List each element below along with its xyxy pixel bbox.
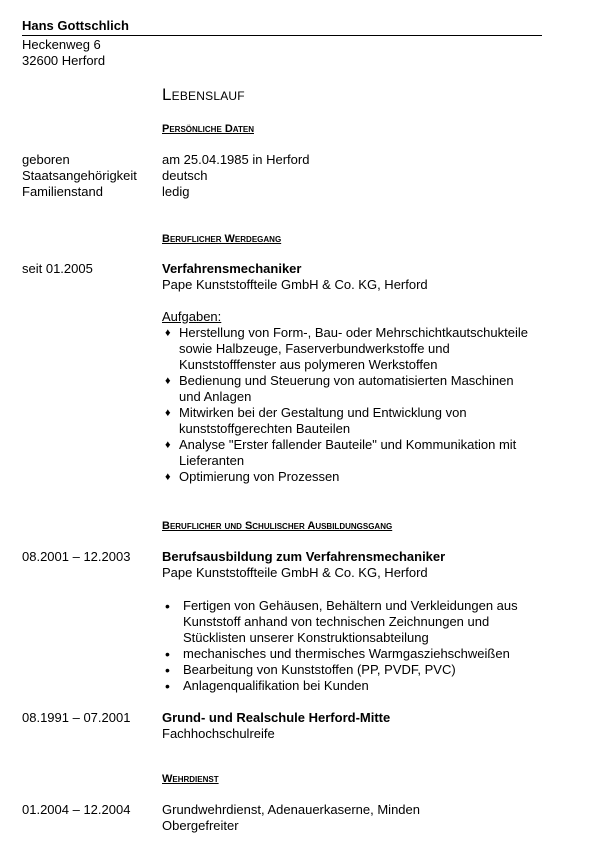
training-list	[162, 598, 518, 694]
education-title-2: Grund- und Realschule Herford-Mitte	[162, 710, 391, 725]
education-period-2: 08.1991 – 07.2001	[22, 710, 131, 725]
list-item: ♦ Herstellung von Form-, Bau- oder Mehrschichtkautschukteile sowie Halbzeuge, Faserverbundwerkstoffe und Kunststofffenster aus polymeren Werkstoffen	[162, 325, 528, 373]
section-heading-career: Beruflicher Werdegang	[162, 233, 282, 245]
address-street: Heckenweg 6	[22, 37, 101, 52]
education-entry-1	[162, 549, 445, 581]
military-details	[162, 802, 420, 834]
tasks-list	[162, 325, 528, 485]
personal-values	[162, 152, 309, 200]
section-heading-personal: Persönliche Daten	[162, 123, 254, 135]
career-position: Verfahrensmechaniker	[162, 261, 302, 276]
list-item: ♦ Bedienung und Steuerung von automatisierten Maschinen und Anlagen	[162, 373, 528, 405]
header-divider	[22, 35, 542, 36]
section-heading-military: Wehrdienst	[162, 773, 219, 785]
address-city: 32600 Herford	[22, 53, 106, 68]
applicant-name: Hans Gottschlich	[22, 18, 129, 33]
list-item: • Fertigen von Gehäusen, Behältern und Verkleidungen aus Kunststoff anhand von technischen Zeichnungen und Stücklisten unserer Konstruktionsabteilung	[162, 598, 518, 646]
military-rank: Obergefreiter	[162, 818, 239, 833]
list-item: • Anlagenqualifikation bei Kunden	[162, 678, 518, 694]
label-marital-status: Familienstand	[22, 184, 103, 199]
education-period-1: 08.2001 – 12.2003	[22, 549, 131, 564]
list-item: ♦ Mitwirken bei der Gestaltung und Entwicklung von kunststoffgerechten Bauteilen	[162, 405, 528, 437]
list-item: ♦ Analyse "Erster fallender Bauteile" und Kommunikation mit Lieferanten	[162, 437, 528, 469]
list-item: ♦ Optimierung von Prozessen	[162, 469, 528, 485]
list-item: • Bearbeitung von Kunststoffen (PP, PVDF, PVC)	[162, 662, 518, 678]
label-nationality: Staatsangehörigkeit	[22, 168, 137, 183]
education-title-1: Berufsausbildung zum Verfahrensmechaniker	[162, 549, 446, 564]
value-born: am 25.04.1985 in Herford	[162, 152, 310, 167]
list-item: • mechanisches und thermisches Warmgasziehschweißen	[162, 646, 518, 662]
section-heading-education: Beruflicher und Schulischer Ausbildungsgang	[162, 520, 393, 532]
career-company: Pape Kunststoffteile GmbH & Co. KG, Herford	[162, 277, 428, 292]
personal-labels	[22, 152, 137, 200]
value-marital-status: ledig	[162, 184, 190, 199]
applicant-address	[22, 37, 105, 69]
label-born: geboren	[22, 152, 70, 167]
career-details	[162, 261, 428, 293]
education-subtitle-1: Pape Kunststoffteile GmbH & Co. KG, Herford	[162, 565, 428, 580]
career-period: seit 01.2005	[22, 261, 93, 276]
military-period: 01.2004 – 12.2004	[22, 802, 131, 817]
document-title: Lebenslauf	[162, 85, 245, 104]
military-service: Grundwehrdienst, Adenauerkaserne, Minden	[162, 802, 420, 817]
education-subtitle-2: Fachhochschulreife	[162, 726, 275, 741]
tasks-label: Aufgaben:	[162, 309, 222, 324]
education-entry-2	[162, 710, 390, 742]
value-nationality: deutsch	[162, 168, 208, 183]
